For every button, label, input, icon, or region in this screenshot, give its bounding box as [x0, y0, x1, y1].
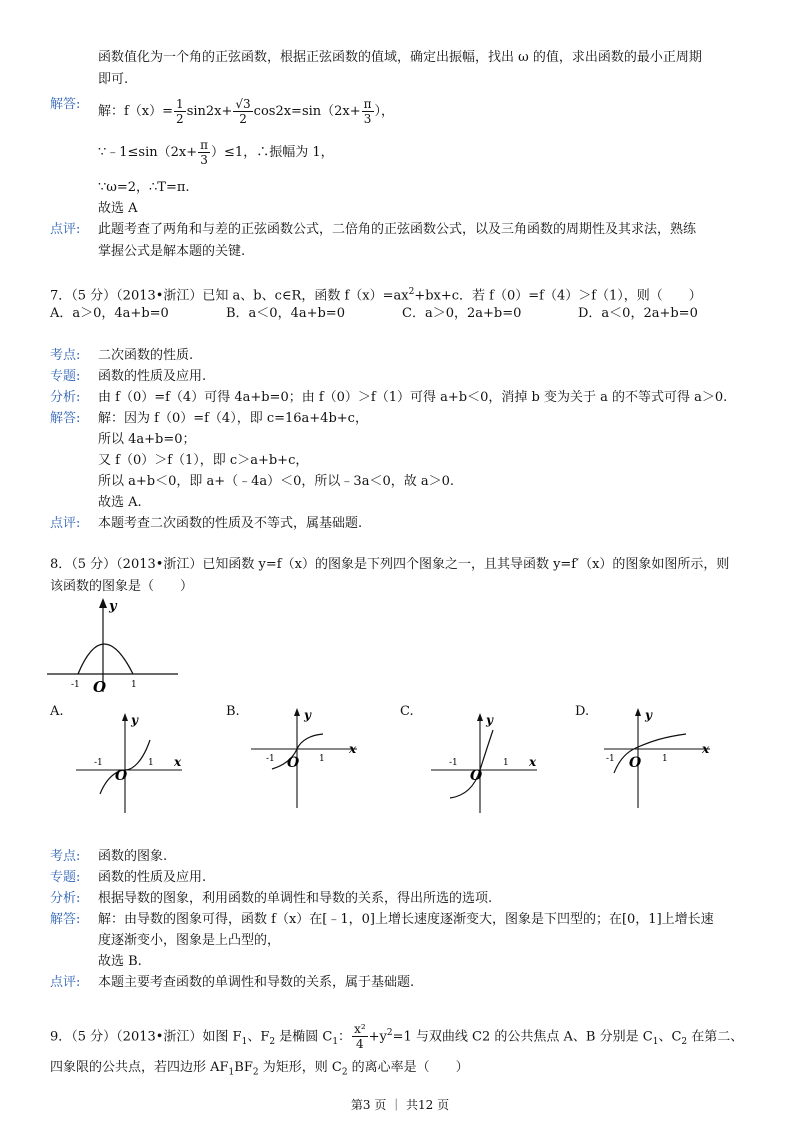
- origin-label: O: [287, 755, 300, 771]
- y-axis-arrow: [294, 708, 300, 716]
- q9-sup: 2: [386, 1028, 393, 1038]
- fraction: [352, 1022, 368, 1051]
- q7-stem-sup: 2: [408, 287, 415, 297]
- q7-kd-label: 考点:: [50, 348, 81, 363]
- option-b-graph: [245, 703, 375, 813]
- axis-label-y: y: [109, 599, 117, 614]
- option-d-graph: [598, 703, 728, 813]
- q9-sub: 1: [332, 1036, 339, 1047]
- option-d-curve: [614, 734, 686, 773]
- q7-dp: 本题考查二次函数的性质及不等式，属基础题.: [98, 516, 363, 531]
- q7-jd-label: 解答:: [50, 411, 81, 426]
- option-a-graph: [70, 708, 200, 818]
- derivative-curve: [78, 644, 133, 674]
- q7-stem: [50, 282, 702, 306]
- q6-answer-line2: [98, 137, 334, 169]
- q6-ans-end: ），: [374, 104, 395, 119]
- frac-num: π: [200, 138, 209, 152]
- q8-kd: 函数的图象.: [98, 849, 168, 864]
- q8-option-a-letter: A.: [50, 704, 64, 719]
- q9-text: =1 与双曲线 C2 的公共焦点 A、B 分别是 C: [392, 1029, 653, 1045]
- tick-label-pos: 1: [503, 758, 509, 768]
- axis-label-x: x: [702, 742, 710, 756]
- origin-label: O: [470, 768, 483, 784]
- axis-label-y: y: [131, 713, 138, 727]
- q9-text: 四象限的公共点，若四边形 AF: [50, 1060, 229, 1075]
- frac-den: 2: [239, 112, 247, 126]
- q9-sub: 2: [341, 1067, 348, 1078]
- q9-text: BF: [234, 1060, 253, 1075]
- q6-analysis-line2: 即可.: [98, 72, 129, 87]
- q6-comment-label: 点评:: [50, 222, 81, 237]
- q8-fx-label: 分析:: [50, 891, 81, 906]
- frac-den: 4: [356, 1037, 364, 1052]
- q9-sub: 2: [252, 1067, 259, 1078]
- q6-answer-label: 解答:: [50, 97, 81, 112]
- frac-num: π: [363, 97, 372, 111]
- q9-sub: 1: [228, 1067, 235, 1078]
- q9-text: 是椭圆 C: [275, 1029, 333, 1045]
- tick-label-pos: 1: [662, 754, 668, 764]
- q9-stem-line2: [50, 1058, 469, 1083]
- q8-stem-line2: 该函数的图象是（ ）: [50, 579, 194, 594]
- q7-jd-line: 又 f（0）＞f（1），即 c＞a+b+c，: [98, 453, 309, 468]
- fraction: [198, 138, 210, 167]
- q7-fx: 由 f（0）=f（4）可得 4a+b=0；由 f（0）＞f（1）可得 a+b＜0，消掉 b 变为关于 a 的不等式可得 a＞0.: [98, 390, 728, 405]
- q7-jd-line: 解：因为 f（0）=f（4），即 c=16a+4b+c，: [98, 411, 368, 426]
- tick-label-pos: 1: [148, 758, 154, 768]
- q8-zt: 函数的性质及应用.: [98, 870, 207, 885]
- q8-jd-line: 故选 B.: [98, 954, 142, 969]
- q9-sub: 2: [681, 1036, 688, 1047]
- q9-text: 、F: [247, 1029, 270, 1045]
- y-axis-arrow: [477, 713, 483, 721]
- derivative-graph: [45, 596, 180, 696]
- q6-ans-mid1: sin2x+: [186, 104, 233, 119]
- origin-label: O: [115, 768, 128, 784]
- q7-fx-label: 分析:: [50, 390, 81, 405]
- frac-num: √3: [235, 97, 251, 111]
- tick-label-neg: -1: [266, 754, 275, 764]
- q8-jd-line: 度逐渐变小，图象是上凸型的，: [98, 933, 281, 948]
- q6-analysis-line1: 函数值化为一个角的正弦函数，根据正弦函数的值域，确定出振幅，找出 ω 的值，求出函数的最小正周期: [98, 50, 702, 65]
- q8-dp-label: 点评:: [50, 975, 81, 990]
- q8-jd-label: 解答:: [50, 912, 81, 927]
- q7-zt-label: 专题:: [50, 369, 81, 384]
- q6-ans-prefix: 解：f（x）=: [98, 104, 174, 119]
- q9-text: 、C: [658, 1029, 682, 1045]
- frac-num: x²: [354, 1022, 366, 1037]
- q7-jd-line: 所以 4a+b=0；: [98, 432, 196, 447]
- q9-text: 在第二、: [687, 1029, 744, 1045]
- q8-zt-label: 专题:: [50, 870, 81, 885]
- axis-label-y: y: [645, 708, 652, 722]
- q7-stem-a: 7．（5 分）（2013•浙江）已知 a、b、c∈R，函数 f（x）=ax: [50, 288, 409, 304]
- tick-label-neg: -1: [449, 758, 458, 768]
- q8-jd-line: 解：由导数的图象可得，函数 f（x）在[﹣1，0]上增长速度逐渐变大，图象是下凹型的；在[0，1]上增长速: [98, 912, 714, 927]
- q6-comment-line1: 此题考查了两角和与差的正弦函数公式，二倍角的正弦函数公式，以及三角函数的周期性及其求法，熟练: [98, 222, 697, 237]
- fraction: [362, 97, 374, 126]
- axis-label-y: y: [486, 713, 493, 727]
- q8-kd-label: 考点:: [50, 849, 81, 864]
- tick-label-pos: 1: [319, 754, 325, 764]
- q8-fx: 根据导数的图象，利用函数的单调性和导数的关系，得出所选的选项.: [98, 891, 493, 906]
- q8-stem-line1: 8．（5 分）（2013•浙江）已知函数 y=f（x）的图象是下列四个图象之一，且其导函数 y=f′（x）的图象如图所示，则: [50, 557, 730, 572]
- origin-label: O: [93, 678, 107, 696]
- option-c-graph: [425, 708, 555, 818]
- q6-answer-line1: [98, 96, 394, 128]
- q8-option-d-letter: D.: [575, 704, 590, 719]
- q7-option-b: B．a＜0，4a+b=0: [226, 306, 345, 321]
- tick-label-neg: -1: [71, 680, 80, 690]
- q9-stem-line1: [50, 1016, 743, 1059]
- q6-ans2-end: ）≤1，∴振幅为 1，: [211, 145, 334, 160]
- frac-den: 2: [176, 112, 184, 126]
- q9-text: 为矩形，则 C: [258, 1060, 342, 1075]
- tick-label-pos: 1: [131, 680, 137, 690]
- fraction: [233, 97, 252, 126]
- q6-answer-line3: ∵ω=2，∴T=π.: [98, 180, 190, 195]
- q6-ans-mid2: cos2x=sin（2x+: [253, 104, 361, 119]
- q7-zt: 函数的性质及应用.: [98, 369, 207, 384]
- q6-comment-line2: 掌握公式是解本题的关键.: [98, 244, 246, 259]
- y-axis-arrow: [99, 598, 107, 608]
- q9-text: ：: [338, 1029, 352, 1045]
- fraction: [174, 97, 186, 126]
- q6-ans2-prefix: ∵﹣1≤sin（2x+: [98, 145, 198, 160]
- q8-dp: 本题主要考查函数的单调性和导数的关系，属于基础题.: [98, 975, 415, 990]
- q7-stem-b: +bx+c．若 f（0）=f（4）＞f（1），则（ ）: [414, 288, 702, 304]
- origin-label: O: [629, 755, 642, 771]
- q9-sub: 2: [269, 1036, 276, 1047]
- tick-label-neg: -1: [606, 754, 615, 764]
- tick-label-neg: -1: [94, 758, 103, 768]
- q9-text: 的离心率是（ ）: [347, 1060, 469, 1075]
- axis-label-x: x: [349, 742, 357, 756]
- q7-dp-label: 点评:: [50, 516, 81, 531]
- page-footer: 第3 页 ｜ 共12 页: [350, 1098, 450, 1112]
- y-axis-arrow: [635, 708, 641, 716]
- frac-num: 1: [176, 97, 184, 111]
- axis-label-x: x: [174, 755, 182, 769]
- q8-option-b-letter: B.: [226, 704, 240, 719]
- q7-option-c: C．a＞0，2a+b=0: [402, 306, 522, 321]
- q9-sub: 1: [241, 1036, 248, 1047]
- y-axis-arrow: [122, 713, 128, 721]
- q7-option-a: A．a＞0，4a+b=0: [50, 306, 169, 321]
- q9-text: 9．（5 分）（2013•浙江）如图 F: [50, 1029, 242, 1045]
- q7-jd-line: 故选 A.: [98, 495, 142, 510]
- q7-kd: 二次函数的性质.: [98, 348, 194, 363]
- q7-option-d: D．a＜0，2a+b=0: [578, 306, 698, 321]
- q8-option-c-letter: C.: [400, 704, 414, 719]
- frac-den: 3: [363, 112, 372, 126]
- axis-label-y: y: [304, 708, 311, 722]
- q9-sub: 1: [652, 1036, 659, 1047]
- q6-answer-line4: 故选 A: [98, 201, 138, 216]
- q9-text: +y: [368, 1029, 387, 1045]
- axis-label-x: x: [529, 755, 537, 769]
- q7-jd-line: 所以 a+b＜0，即 a+（﹣4a）＜0，所以﹣3a＜0，故 a＞0.: [98, 474, 455, 489]
- frac-den: 3: [200, 153, 208, 167]
